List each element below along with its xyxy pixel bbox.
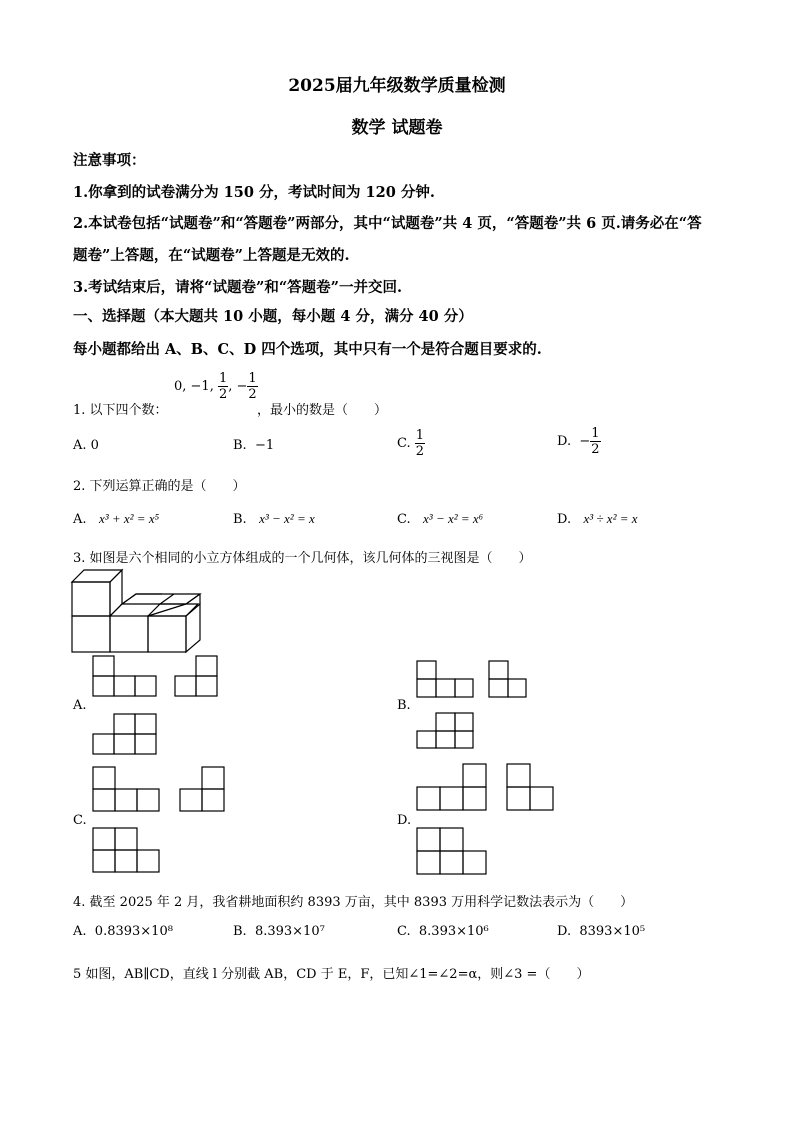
q1-option-c [397, 429, 425, 458]
q1-d-den: 2 [591, 442, 600, 457]
q1-c-label: C. [397, 436, 411, 451]
q1-suffix: ，最小的数是（ ） [257, 403, 388, 418]
q2-option-b [233, 511, 315, 527]
q4-b-value: 8.393×10⁷ [254, 924, 325, 939]
q1-option-d [557, 427, 601, 456]
q2-a-label: A. [73, 512, 87, 527]
q2-c-value: x³ − x² = x⁶ [423, 511, 484, 526]
q1-c-den: 2 [415, 444, 425, 459]
note-item-3: 3.考试结束后，请将“试题卷”和“答题卷”一并交回. [73, 279, 403, 296]
q2-d-value: x³ ÷ x² = x [583, 511, 638, 526]
section-heading: 一、选择题（本大题共 10 小题，每小题 4 分，满分 40 分） [73, 308, 473, 325]
q3-cube-figure [70, 568, 210, 656]
q3-d-side-view [506, 763, 556, 811]
q1-d-neg: − [579, 434, 591, 449]
q1-a-value: 0 [90, 438, 99, 453]
q3-b-side-view [488, 660, 528, 700]
page-subtitle: 数学 试题卷 [351, 118, 443, 138]
q1-option-b [233, 438, 274, 453]
q5-stem: 5 如图，AB∥CD，直线 l 分别截 AB，CD 于 E，F，已知∠1=∠2=α，则∠3 =（ ） [73, 967, 590, 982]
q1-frac-den: 2 [218, 387, 228, 402]
q4-a-label: A. [73, 924, 87, 939]
q2-b-label: B. [233, 512, 247, 527]
q1-neg-sep: , − [228, 379, 248, 394]
q2-b-value: x³ − x² = x [259, 511, 315, 526]
q3-c-front-view [92, 766, 162, 812]
q2-c-label: C. [397, 512, 411, 527]
q4-option-b [233, 924, 325, 939]
q1-d-num: 1 [591, 426, 600, 441]
q3-d-front-view [416, 763, 488, 811]
q1-prefix: 1. 以下四个数： [73, 403, 168, 418]
q2-a-value: x³ + x² = x⁵ [98, 511, 160, 526]
q4-c-label: C. [397, 924, 411, 939]
q1-b-value: −1 [254, 438, 275, 453]
q3-b-top-view [416, 712, 474, 750]
q1-d-label: D. [557, 434, 572, 449]
q2-option-c [397, 511, 483, 527]
q3-stem: 3. 如图是六个相同的小立方体组成的一个几何体，该几何体的三视图是（ ） [73, 551, 532, 566]
q3-a-side-view [174, 655, 219, 699]
page-title: 2025届九年级数学质量检测 [288, 76, 506, 96]
q2-option-a [73, 511, 159, 527]
q2-stem: 2. 下列运算正确的是（ ） [73, 479, 246, 494]
q4-d-label: D. [557, 924, 572, 939]
q3-option-d-label: D. [397, 813, 412, 828]
q2-option-d [557, 511, 638, 527]
q1-frac2-num: 1 [248, 371, 257, 386]
q4-option-d [557, 924, 645, 939]
q1-number-list [174, 372, 258, 401]
note-item-1: 1.你拿到的试卷满分为 150 分，考试时间为 120 分钟. [73, 184, 435, 201]
q4-a-value: 0.8393×10⁸ [94, 924, 173, 939]
note-item-2-line-2: 题卷”上答题，在“试题卷”上答题是无效的. [73, 247, 350, 264]
q3-a-front-view [92, 655, 158, 699]
q1-numbers: 0, −1, [174, 379, 218, 394]
q4-c-value: 8.393×10⁶ [418, 924, 489, 939]
q3-option-a-label: A. [73, 698, 87, 713]
q4-d-value: 8393×10⁵ [579, 924, 646, 939]
q4-option-a [73, 924, 173, 939]
q3-c-top-view [92, 827, 162, 873]
q1-frac2-den: 2 [248, 387, 257, 402]
q4-b-label: B. [233, 924, 247, 939]
q1-b-label: B. [233, 438, 247, 453]
q1-fraction-half [218, 372, 228, 401]
q3-a-top-view [92, 713, 158, 757]
q1-c-num: 1 [415, 428, 425, 443]
q3-option-b-label: B. [397, 698, 411, 713]
notes-heading: 注意事项： [73, 152, 146, 169]
q3-c-side-view [179, 766, 227, 812]
q1-option-a [73, 438, 99, 453]
section-instruction: 每小题都给出 A、B、C、D 四个选项，其中只有一个是符合题目要求的. [73, 341, 542, 358]
q2-d-label: D. [557, 512, 572, 527]
q3-b-front-view [416, 660, 474, 700]
q1-d-fraction [590, 427, 600, 456]
q1-c-fraction [415, 429, 425, 458]
q4-stem: 4. 截至 2025 年 2 月，我省耕地面积约 8393 万亩，其中 8393 万用科学记数法表示为（ ） [73, 895, 634, 910]
q1-a-label: A. [73, 438, 87, 453]
q4-option-c [397, 924, 489, 939]
q1-fraction-neg-half [247, 372, 257, 401]
q3-d-top-view [416, 827, 488, 875]
q3-option-c-label: C. [73, 813, 87, 828]
q1-frac-num: 1 [218, 371, 228, 386]
note-item-2-line-1: 2.本试卷包括“试题卷”和“答题卷”两部分，其中“试题卷”共 4 页，“答题卷”共 6 页.请务必在“答 [73, 215, 702, 232]
